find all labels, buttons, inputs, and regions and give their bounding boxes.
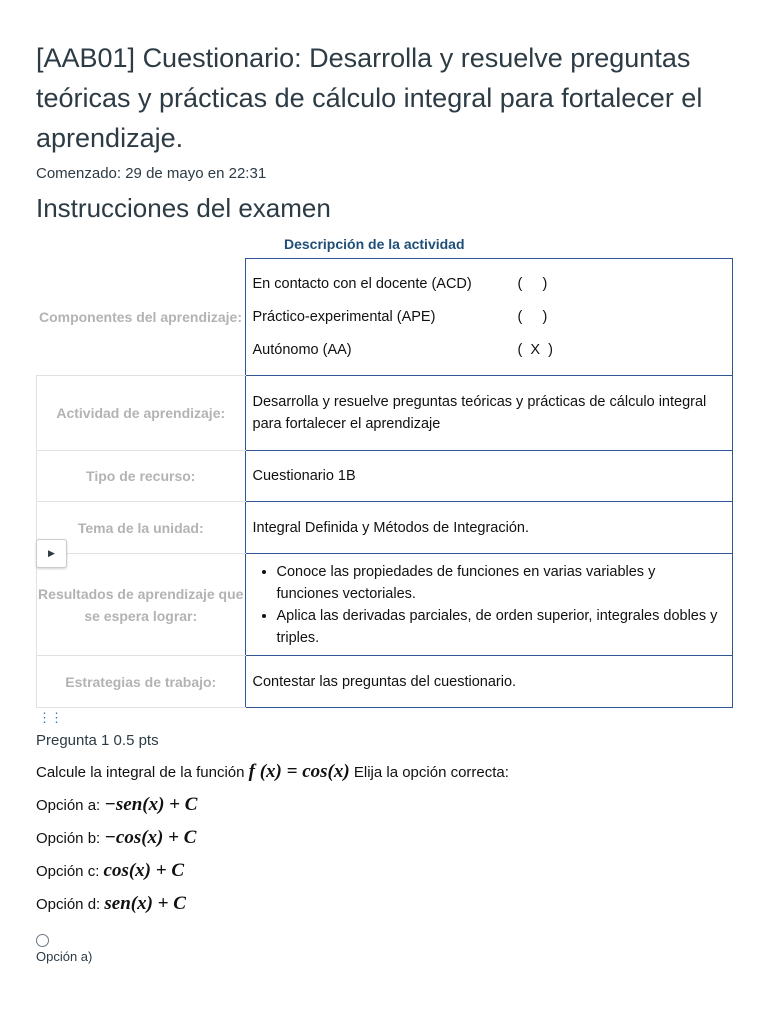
option-a [36, 794, 197, 816]
component-name: Práctico-experimental (APE) [252, 309, 436, 325]
components-row [37, 259, 733, 376]
option-math: −sen(x) + C [104, 794, 198, 815]
option-math: cos(x) + C [103, 860, 185, 881]
component-item [253, 268, 721, 301]
strategies-row [37, 656, 733, 708]
components-value [245, 259, 733, 376]
activity-description-table [36, 258, 733, 708]
option-math: sen(x) + C [104, 893, 186, 914]
component-mark: ( ) [517, 309, 548, 325]
expected-results-row [37, 554, 733, 656]
resource-type-row [37, 451, 733, 502]
question-prompt [36, 761, 509, 783]
expected-results-list [253, 561, 721, 649]
learning-activity-row [37, 376, 733, 451]
instructions-heading: Instrucciones del examen [36, 193, 331, 223]
list-item: • Conoce las propiedades de funciones en varias variables y funciones vectoriales. [277, 561, 721, 605]
unit-topic-label: Tema de la unidad: [37, 502, 246, 554]
strategies-label: Estrategias de trabajo: [37, 656, 246, 708]
expected-results-label: Resultados de aprendizaje que se espera lograr: [37, 554, 246, 656]
option-math: −cos(x) + C [104, 827, 197, 848]
option-c [36, 860, 184, 882]
answer-radio-a[interactable] [36, 934, 49, 947]
option-d [36, 893, 186, 915]
option-label: Opción a: [36, 797, 105, 814]
play-icon: ▶ [48, 548, 55, 558]
question-prompt-suffix: Elija la opción correcta: [349, 764, 509, 781]
option-label: Opción d: [36, 896, 105, 913]
option-label: Opción c: [36, 863, 104, 880]
component-mark: ( X ) [517, 342, 553, 358]
answer-label-a[interactable]: Opción a) [36, 949, 93, 964]
option-label: Opción b: [36, 830, 105, 847]
unit-topic-value: Integral Definida y Métodos de Integración. [245, 502, 733, 554]
learning-activity-value: Desarrolla y resuelve preguntas teóricas y prácticas de cálculo integral para fortalecer el aprendizaje [245, 376, 733, 451]
learning-activity-label: Actividad de aprendizaje: [37, 376, 246, 451]
drag-handle-icon[interactable]: ⋮⋮ [38, 710, 62, 725]
question-header: Pregunta 1 0.5 pts [36, 732, 159, 749]
resource-type-value: Cuestionario 1B [245, 451, 733, 502]
component-item [253, 334, 721, 367]
component-name: Autónomo (AA) [252, 342, 352, 358]
strategies-value: Contestar las preguntas del cuestionario. [245, 656, 733, 708]
question-function: f (x) = cos(x) [248, 761, 350, 782]
component-mark: ( ) [517, 276, 548, 292]
unit-topic-row [37, 502, 733, 554]
resource-type-label: Tipo de recurso: [37, 451, 246, 502]
started-timestamp: Comenzado: 29 de mayo en 22:31 [36, 165, 267, 182]
components-label: Componentes del aprendizaje: [37, 259, 246, 376]
expected-results-value [245, 554, 733, 656]
list-item: • Aplica las derivadas parciales, de orden superior, integrales dobles y triples. [277, 605, 721, 649]
component-name: En contacto con el docente (ACD) [252, 276, 472, 292]
component-item [253, 301, 721, 334]
activity-description-caption: Descripción de la actividad [284, 236, 465, 252]
question-prompt-prefix: Calcule la integral de la función [36, 764, 249, 781]
option-b [36, 827, 196, 849]
page-title: [AAB01] Cuestionario: Desarrolla y resuelve preguntas teóricas y prácticas de cálculo integral para fortalecer el aprendizaje. [36, 43, 703, 153]
play-button[interactable] [36, 539, 67, 568]
